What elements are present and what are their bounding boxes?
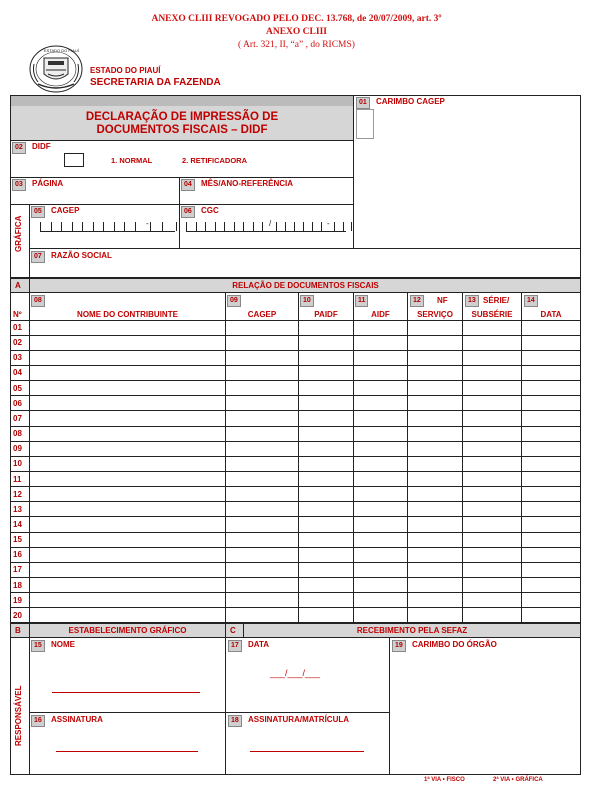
table-row[interactable] <box>10 381 581 396</box>
field-19-label: CARIMBO DO ÓRGÃO <box>412 640 497 649</box>
col-paidf-header: PAIDF <box>314 310 338 319</box>
row-number: 11 <box>13 474 22 484</box>
field-04-number: 04 <box>181 179 195 191</box>
table-row[interactable] <box>10 456 581 471</box>
col-row-number-header: Nº <box>13 310 22 319</box>
field-15-number: 15 <box>31 640 45 652</box>
section-c-letter: C <box>230 626 236 635</box>
field-03-label: PÁGINA <box>32 179 64 188</box>
table-row[interactable] <box>10 517 581 532</box>
row-number: 07 <box>13 413 22 423</box>
col-service-header: SERVIÇO <box>417 310 453 319</box>
field-06-number: 06 <box>181 206 195 218</box>
copy-2-grafica: 2ª VIA • GRÁFICA <box>493 777 543 783</box>
row-number: 02 <box>13 338 22 348</box>
row-number: 06 <box>13 398 22 408</box>
row-number: 14 <box>13 519 22 529</box>
row-number: 12 <box>13 489 22 499</box>
field-15-label: NOME <box>51 640 75 649</box>
row-number: 01 <box>13 323 22 332</box>
annex-title: ANEXO CLIII <box>266 27 327 37</box>
reference-month-input[interactable] <box>182 189 352 203</box>
row-number: 04 <box>13 368 22 378</box>
section-b-title: ESTABELECIMENTO GRÁFICO <box>68 626 187 635</box>
field-02-number: 02 <box>12 142 26 154</box>
row-number: 08 <box>13 429 22 439</box>
table-row[interactable] <box>10 502 581 517</box>
section-a-title: RELAÇÃO DE DOCUMENTOS FISCAIS <box>232 281 379 290</box>
row-number: 19 <box>13 595 22 605</box>
copy-1-fisco: 1ª VIA • FISCO <box>424 777 465 783</box>
emblem-text: ESTADO DO PIAUÍ <box>44 48 79 53</box>
table-row[interactable] <box>10 608 581 623</box>
cgc-separator-dash: - <box>327 219 330 228</box>
field-07-number: 07 <box>31 251 45 263</box>
didf-type-input[interactable] <box>64 153 84 167</box>
field-18-number: 18 <box>228 715 242 727</box>
table-row[interactable] <box>10 320 581 335</box>
col-nf-header: NF <box>437 296 448 305</box>
table-row[interactable] <box>10 532 581 547</box>
col-11-number: 11 <box>355 295 368 307</box>
section-c-title: RECEBIMENTO PELA SEFAZ <box>356 626 468 635</box>
field-01-label: CARIMBO CAGEP <box>376 97 445 106</box>
table-row[interactable] <box>10 335 581 350</box>
row-number: 15 <box>13 535 22 545</box>
table-row[interactable] <box>10 487 581 502</box>
field-19-number: 19 <box>392 640 406 652</box>
form-title-line2: DOCUMENTOS FISCAIS – DIDF <box>96 124 268 136</box>
row-number: 03 <box>13 353 22 363</box>
field-04-label: MÊS/ANO-REFERÊNCIA <box>201 179 294 188</box>
field-05-label: CAGEP <box>51 206 80 215</box>
field-16-number: 16 <box>31 715 45 727</box>
row-number: 17 <box>13 565 22 575</box>
col-13-number: 13 <box>465 295 479 307</box>
didf-option-normal: 1. NORMAL <box>111 156 153 165</box>
cagep-stamp-area[interactable] <box>355 108 580 248</box>
row-number: 20 <box>13 610 22 620</box>
col-date-header: DATA <box>540 310 562 319</box>
col-08-number: 08 <box>31 295 45 307</box>
col-cagep-header: CAGEP <box>247 310 277 319</box>
row-number: 18 <box>13 580 22 590</box>
field-17-number: 17 <box>228 640 242 652</box>
field-16-label: ASSINATURA <box>51 715 103 724</box>
table-row[interactable] <box>10 396 581 411</box>
department-name: SECRETARIA DA FAZENDA <box>90 77 221 88</box>
col-subseries-header: SUBSÉRIE <box>471 310 513 319</box>
didf-option-retificadora: 2. RETIFICADORA <box>182 156 248 165</box>
table-row[interactable] <box>10 593 581 608</box>
row-number: 05 <box>13 383 22 393</box>
table-row[interactable] <box>10 426 581 441</box>
field-07-label: RAZÃO SOCIAL <box>51 251 112 260</box>
col-aidf-header: AIDF <box>371 310 390 319</box>
cagep-number-input[interactable] <box>32 216 178 234</box>
table-row[interactable] <box>10 547 581 562</box>
row-number: 16 <box>13 550 22 560</box>
col-14-number: 14 <box>524 295 538 307</box>
cgc-separator-slash: / <box>269 219 272 228</box>
table-row[interactable] <box>10 350 581 365</box>
section-a-letter: A <box>15 281 21 290</box>
field-18-label: ASSINATURA/MATRÍCULA <box>248 715 350 724</box>
annex-legal-reference: ( Art. 321, II, “a” , do RICMS) <box>238 40 355 50</box>
col-contributor-name-header: NOME DO CONTRIBUINTE <box>77 310 178 319</box>
field-05-number: 05 <box>31 206 45 218</box>
col-series-header: SÉRIE/ <box>483 296 510 305</box>
annex-revoked-title: ANEXO CLIII REVOGADO PELO DEC. 13.768, de 20/07/2009, art. 3º <box>151 14 442 24</box>
section-b-letter: B <box>15 626 21 635</box>
table-row[interactable] <box>10 441 581 456</box>
agency-stamp-area[interactable] <box>391 652 579 772</box>
state-name: ESTADO DO PIAUÍ <box>90 66 161 75</box>
receipt-date-input[interactable]: ___/___/___ <box>270 668 321 678</box>
row-number: 10 <box>13 459 22 469</box>
table-row[interactable] <box>10 578 581 593</box>
row-number: 09 <box>13 444 22 454</box>
company-name-input[interactable] <box>32 261 577 275</box>
page-input[interactable] <box>30 189 178 203</box>
col-09-number: 09 <box>227 295 241 307</box>
table-row[interactable] <box>10 411 581 426</box>
row-number: 13 <box>13 504 22 514</box>
cagep-separator: - <box>146 219 149 228</box>
field-03-number: 03 <box>12 179 26 191</box>
form-title-line1: DECLARAÇÃO DE IMPRESSÃO DE <box>85 111 279 123</box>
col-12-number: 12 <box>410 295 424 307</box>
grafica-label: GRÁFICA <box>14 215 23 252</box>
table-row[interactable] <box>10 472 581 487</box>
responsible-label: RESPONSÁVEL <box>14 685 23 746</box>
table-row[interactable] <box>10 365 581 380</box>
field-17-label: DATA <box>248 640 270 649</box>
field-06-label: CGC <box>201 206 219 215</box>
col-10-number: 10 <box>300 295 314 307</box>
field-01-number: 01 <box>356 97 370 109</box>
table-row[interactable] <box>10 562 581 577</box>
field-02-label: DIDF <box>32 142 51 151</box>
